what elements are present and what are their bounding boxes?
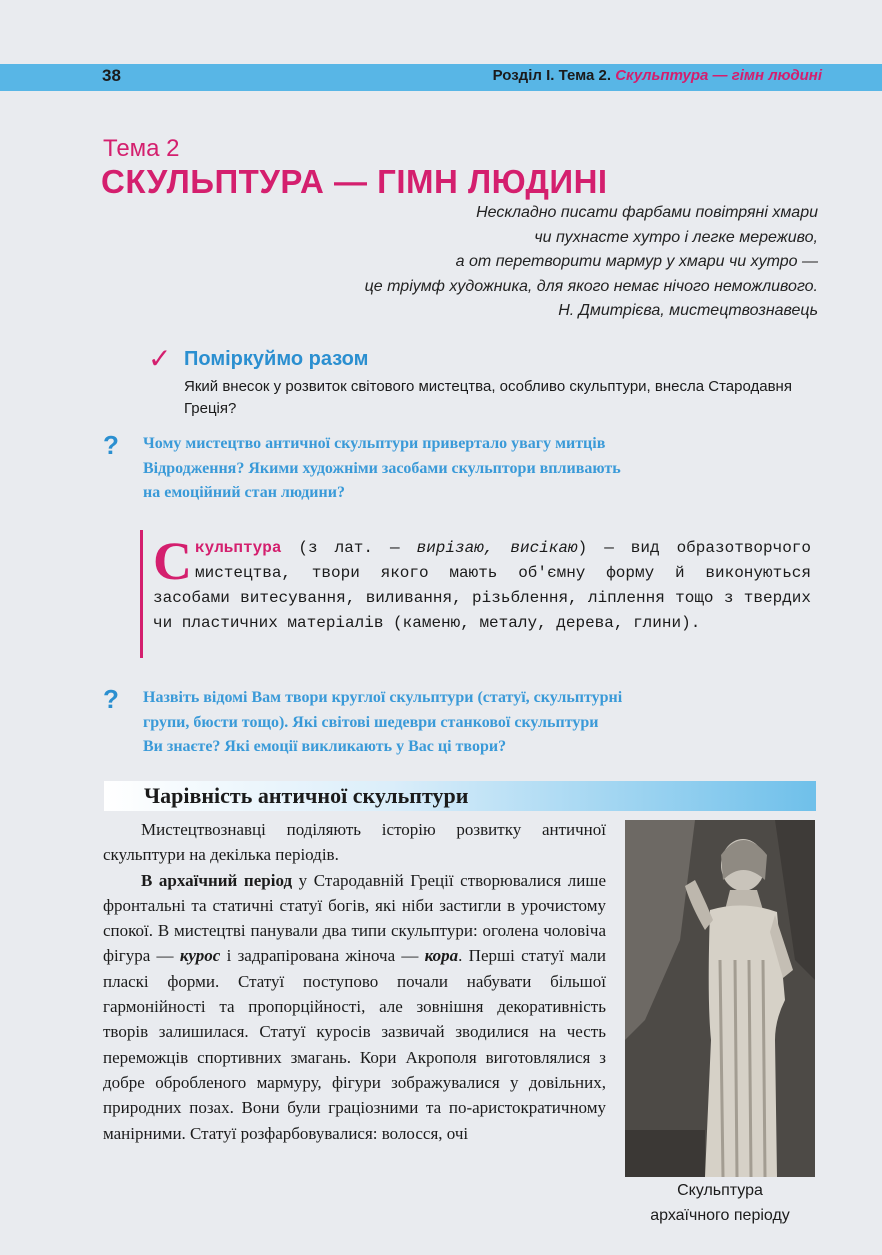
text-fragment: у Стародавній Греції створювалися лише фронтальні та статичні статуї богів, які ніби застигли в урочистому спокої. В мистецтві панували два типи скульптури: оголена чоловіча фігура — [103,870,606,966]
term-kore: кора [424,946,459,966]
kore-statue-illustration [625,820,815,1177]
caption-line: архаїчного періоду [650,1207,790,1224]
sculpture-photo [625,820,815,1177]
running-head-prefix: Розділ І. Тема 2. [492,67,612,84]
body-text [103,817,606,1146]
running-head [493,67,822,84]
dropcap: С [153,531,192,591]
text-fragment: . Перші статуї мали пласкі форми. Статуї поступово почали набувати більшої гармонійності та пропорційності, але зовнішня декоративність творів залишилася. Статуї куросів зазвичай зводилися на честь переможців спортивних змагань. Кори Акрополя виготовлялися з добре обробленого мармуру, фігури зображувалися у довільних, природних позах. Вони були граціозними та по-аристократичному манірними. Статуї розфарбовувалися: волосся, очі [103,946,606,1143]
definition-rest: ) — вид образотворчого мистецтва, твори якого мають об'ємну форму й виконуються засобами витесування, виливання, різьблення, ліплення тощо з твердих чи пластичних матеріалів (каменю, металу, дерева, глини). [153,539,812,632]
think-text: Який внесок у розвиток світового мистецтва, особливо скульптури, внесла Стародавня Греція? [184,378,792,417]
definition-text [153,531,812,636]
definition-latin: вирізаю, висікаю [416,539,578,557]
question-mark-icon: ? [103,430,119,460]
epigraph-line: а от перетворити мармур у хмари чи хутро — [455,253,818,270]
question-line: на емоційний стан людини? [143,484,345,501]
epigraph [365,201,818,324]
paragraph: Мистецтвознавці поділяють історію розвитку античної скульптури на декілька періодів. [103,820,606,865]
section-heading: Чарівність античної скульптури [144,783,469,808]
term-kouros: курос [179,946,221,966]
definition-fragment: (з лат. — [281,539,417,557]
text-fragment: і задрапірована жіноча — [220,946,425,966]
epigraph-author: Н. Дмитрієва, мистецтвознавець [558,302,818,319]
figure-caption [620,1178,820,1228]
bold-term: В архаїчний період [141,870,293,890]
question-text [143,432,823,506]
paragraph [103,868,606,1146]
epigraph-line: це тріумф художника, для якого немає нічого неможливого. [364,277,818,295]
topic-number: Тема 2 [103,135,180,162]
definition-term: кульптура [195,539,282,557]
definition-rule [140,530,143,658]
question-line: Чому мистецтво античної скульптури привертало увагу митців [143,435,606,452]
caption-line: Скульптура [677,1182,763,1199]
question-line: групи, бюсти тощо). Які світові шедеври станкової скульптури [143,713,599,731]
question-line: Назвіть відомі Вам твори круглої скульптури (статуї, скульптурні [143,689,623,706]
epigraph-line: чи пухнасте хутро і легке мереживо, [534,228,818,246]
think-heading: Поміркуймо разом [184,348,369,370]
question-line: Ви знаєте? Які емоції викликають у Вас ці твори? [143,738,507,755]
checkmark-icon: ✓ [148,342,172,375]
page-number: 38 [102,66,121,85]
question-mark-icon: ? [103,684,119,714]
running-head-title: Скульптура — гімн людині [615,67,822,84]
epigraph-line: Нескладно писати фарбами повітряні хмари [476,204,818,221]
question-text [143,686,823,760]
question-line: Відродження? Якими художніми засобами скульптори впливають [143,459,621,477]
page-title: СКУЛЬПТУРА — ГІМН ЛЮДИНІ [101,163,608,200]
